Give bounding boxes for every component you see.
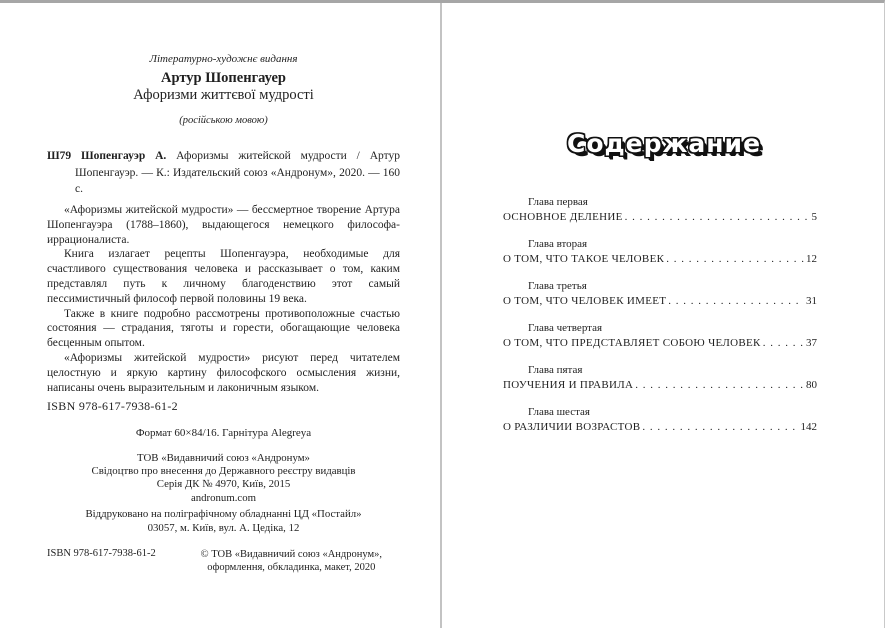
chapter-label: Глава вторая [528, 238, 588, 250]
isbn-line: ISBN 978-617-7938-61-2 [47, 399, 178, 413]
toc-entry [503, 405, 817, 435]
chapter-title: О ТОМ, ЧТО ПРЕДСТАВЛЯЕТ СОБОЮ ЧЕЛОВЕК [503, 337, 761, 349]
print-line: 03057, м. Київ, вул. А. Цедіка, 12 [147, 521, 300, 534]
publisher-line: ТОВ «Видавничий союз «Андронум» [137, 452, 310, 464]
page-number: 37 [806, 337, 817, 349]
chapter-label: Глава пятая [528, 364, 583, 376]
language-note: (російською мовою) [179, 115, 268, 126]
annotation-paragraph: Книга излагает рецепты Шопенгауэра, необходимые для счастливого существования человека и рассказывает о том, каким представлял путь к личному благоденствию этот самый пессимистичный философ первой половины 19 века. [47, 248, 400, 305]
footer-isbn: ISBN 978-617-7938-61-2 [47, 548, 156, 559]
right-page [443, 3, 885, 628]
print-line: Віддруковано на поліграфічному обладнанні ЦД «Постайл» [85, 508, 362, 520]
toc-line [503, 209, 817, 225]
toc-line [503, 293, 817, 309]
dot-leader [625, 209, 810, 225]
toc [503, 195, 817, 447]
imprint-footer [47, 548, 400, 574]
page-number: 5 [811, 211, 817, 223]
chapter-label: Глава первая [528, 196, 588, 208]
catalog-text: Афоризмы житейской мудрости / Артур Шопенгауэр. — К.: Издательский союз «Андронум», 2020. — 160 с. [75, 150, 401, 195]
catalog-index: Ш79 [47, 150, 72, 162]
dot-leader [666, 251, 804, 267]
catalog-card [47, 148, 400, 198]
chapter-label: Глава шестая [528, 406, 590, 418]
catalog-author: Шопенгауэр А. [81, 150, 167, 162]
publisher-website: andronum.com [190, 491, 257, 504]
author-name: Артур Шопенгауер [161, 70, 286, 86]
toc-line [503, 335, 817, 351]
annotation-paragraph: Также в книге подробно рассмотрены противоположные счастью состояния — страдания, тяготы и горести, обогащающие человека бесценным опытом. [47, 307, 400, 350]
annotation-paragraph: «Афоризмы житейской мудрости» — бессмертное творение Артура Шопенгауэра (1788–1860), выдающегося немецкого философа-иррационалиста. [47, 204, 400, 246]
chapter-label: Глава третья [528, 280, 587, 292]
dot-leader [763, 335, 804, 351]
annotation-paragraph: «Афоризмы житейской мудрости» рисуют перед читателем целостную и яркую картину философского осмысления жизни, написаны очень выразительным и лаконичным языком. [47, 351, 400, 394]
publisher-line: Свідоцтво про внесення до Державного реєстру видавців [91, 465, 356, 478]
copyright-line: © ТОВ «Видавничий союз «Андронум», [200, 549, 382, 560]
toc-entry [503, 279, 817, 309]
page-divider [440, 3, 442, 628]
chapter-label: Глава четвертая [528, 322, 603, 334]
chapter-title: О РАЗЛИЧИИ ВОЗРАСТОВ [503, 421, 641, 433]
publisher-info [47, 452, 400, 505]
dot-leader [642, 419, 798, 435]
print-info [47, 508, 400, 535]
page-number: 12 [806, 253, 817, 265]
annotation-block [47, 203, 400, 395]
edition-note: Літературно-художнє видання [149, 53, 298, 65]
page-number: 142 [800, 421, 817, 433]
left-page [47, 3, 400, 628]
chapter-title: О ТОМ, ЧТО ЧЕЛОВЕК ИМЕЕТ [503, 295, 667, 307]
edition-block [47, 53, 400, 126]
page-number: 31 [806, 295, 817, 307]
chapter-title: ОСНОВНОЕ ДЕЛЕНИЕ [503, 211, 623, 223]
page-number: 80 [806, 379, 817, 391]
book-title: Афоризми життєвої мудрості [133, 87, 314, 103]
toc-line [503, 419, 817, 435]
toc-entry [503, 237, 817, 267]
copyright-line: оформлення, обкладинка, макет, 2020 [207, 562, 376, 573]
toc-entry [503, 195, 817, 225]
toc-line [503, 251, 817, 267]
contents-heading: Содержание [566, 129, 762, 158]
format-line: Формат 60×84/16. Гарнітура Alegreya [135, 427, 312, 439]
toc-line [503, 377, 817, 393]
toc-entry [503, 363, 817, 393]
chapter-title: О ТОМ, ЧТО ТАКОЕ ЧЕЛОВЕК [503, 253, 665, 265]
toc-entry [503, 321, 817, 351]
chapter-title: ПОУЧЕНИЯ И ПРАВИЛА [503, 379, 634, 391]
dot-leader [668, 293, 804, 309]
copyright-note [201, 548, 382, 574]
dot-leader [635, 377, 804, 393]
publisher-line: Серія ДК № 4970, Київ, 2015 [156, 478, 291, 491]
